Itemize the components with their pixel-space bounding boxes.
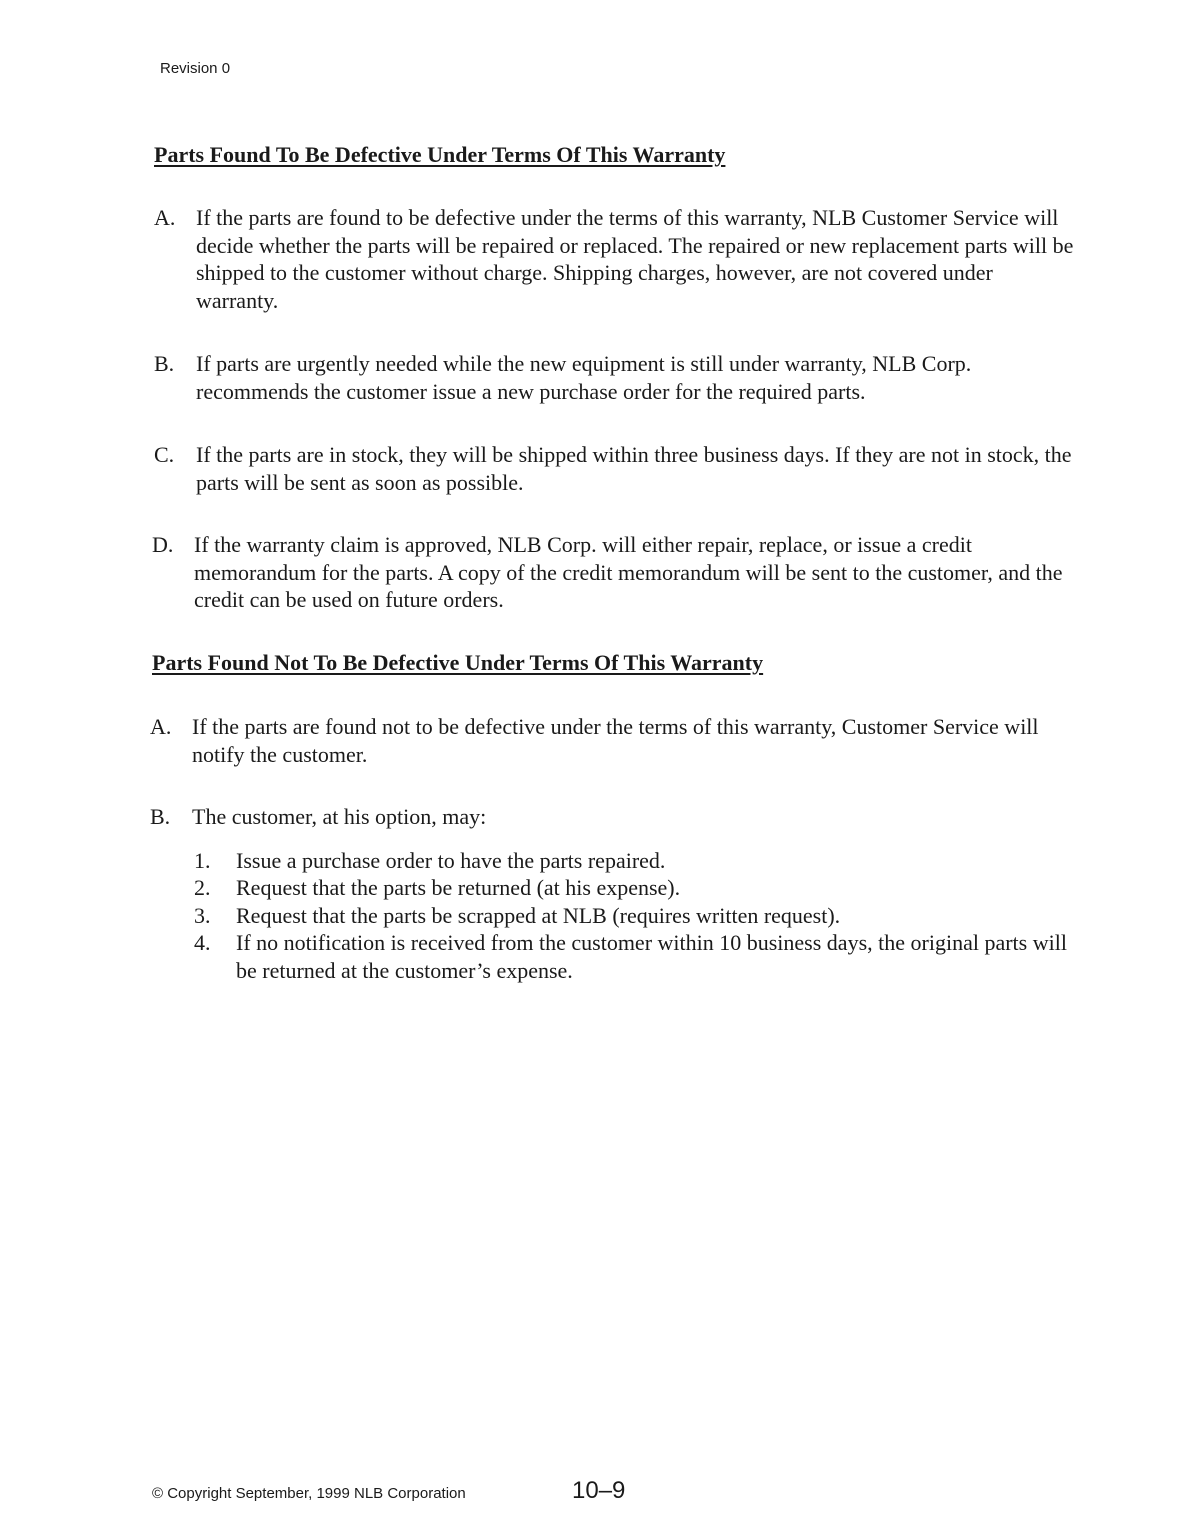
option-text: Issue a purchase order to have the parts repaired. [236,848,666,873]
revision-label: Revision 0 [160,60,231,77]
footer-copyright: © Copyright September, 1999 NLB Corporation [152,1485,466,1502]
list-item-letter: A. [150,714,172,739]
option-text: Request that the parts be returned (at his expense). [236,875,681,900]
option-number: 4. [194,930,211,955]
section-heading-defective: Parts Found To Be Defective Under Terms Of This Warranty [154,142,726,167]
list-item-letter: B. [154,351,175,376]
list-item-text: If parts are urgently needed while the new equipment is still under warranty, NLB Corp. recommends the customer issue a new purchase order for the required parts. [196,351,972,404]
list-item-letter: B. [150,804,171,829]
section-heading-not-defective: Parts Found Not To Be Defective Under Terms Of This Warranty [152,650,764,675]
option-number: 2. [194,875,211,900]
option-number: 1. [194,848,211,873]
list-item-text: If the parts are found not to be defective under the terms of this warranty, Customer Service will notify the customer. [192,714,1039,767]
list-item-letter: D. [152,532,174,557]
list-item-text: If the warranty claim is approved, NLB Corp. will either repair, replace, or issue a credit memorandum for the parts. A copy of the credit memorandum will be sent to the customer, and the credit can be used on future orders. [194,532,1063,612]
list-item-text: If the parts are found to be defective under the terms of this warranty, NLB Customer Service will decide whether the parts will be repaired or replaced. The repaired or new replacement parts will be shipped to the customer without charge. Shipping charges, however, are not covered under warranty. [196,205,1074,313]
list-item-letter: C. [154,442,175,467]
list-item-text: If the parts are in stock, they will be shipped within three business days. If they are not in stock, the parts will be sent as soon as possible. [196,442,1072,495]
list-item-letter: A. [154,205,176,230]
option-text: If no notification is received from the customer within 10 business days, the original parts will be returned at the customer’s expense. [236,930,1067,983]
option-number: 3. [194,903,211,928]
page-number: 10–9 [572,1477,626,1504]
list-item-text: The customer, at his option, may: [192,804,487,829]
option-text: Request that the parts be scrapped at NLB (requires written request). [236,903,841,928]
